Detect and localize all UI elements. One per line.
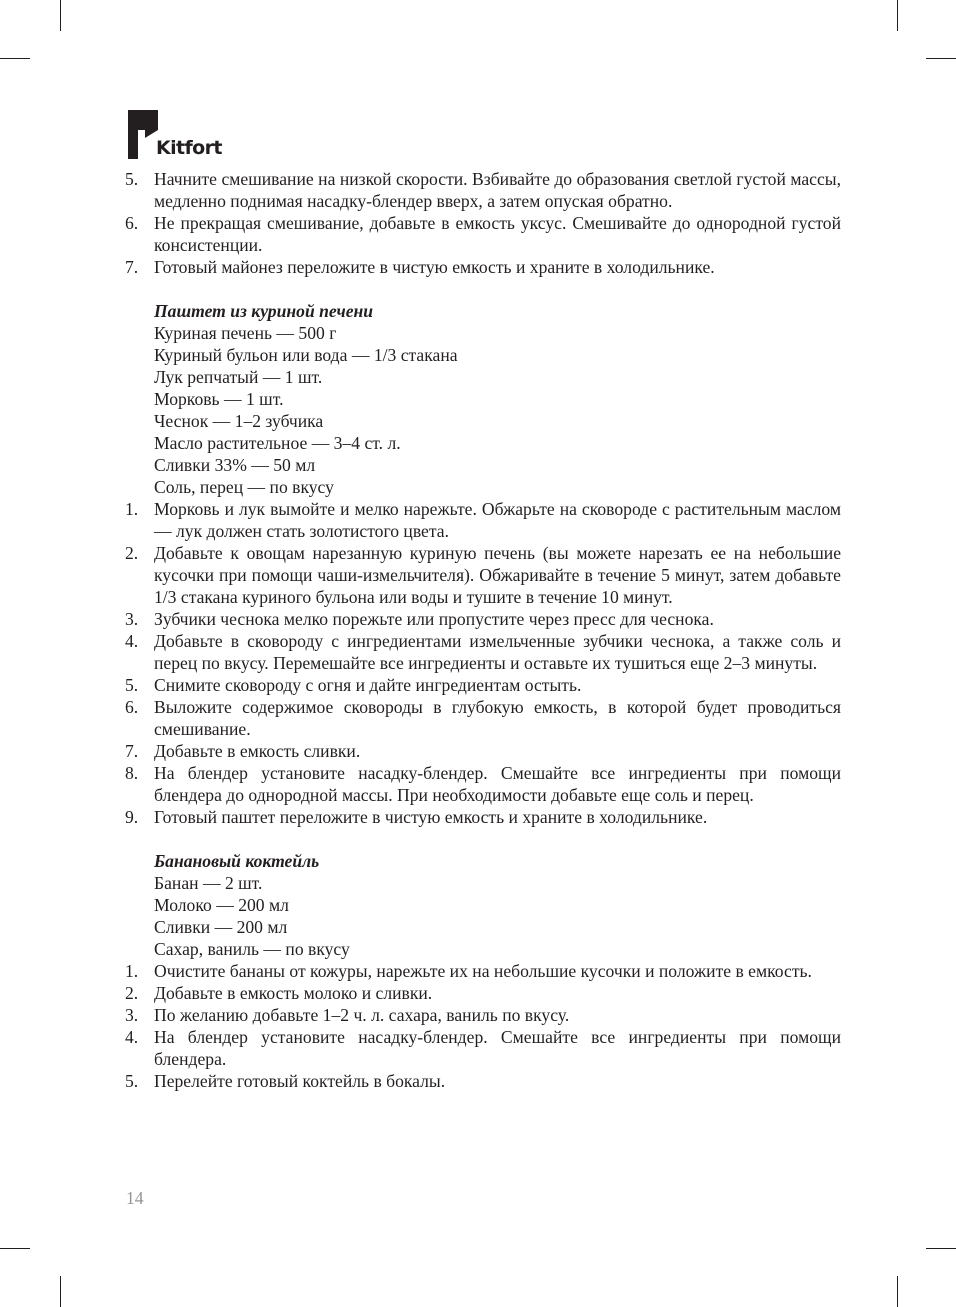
- ingredient: Банан — 2 шт.: [154, 873, 263, 893]
- step-list: [116, 498, 841, 828]
- page-number: 14: [126, 1188, 144, 1208]
- crop-mark: [897, 1276, 898, 1307]
- list-item: 6. Не прекращая смешивание, добавьте в емкость уксус. Смешивайте до однородной густой консистенции.: [125, 213, 841, 255]
- list-item: 5. Начните смешивание на низкой скорости. Взбивайте до образования светлой густой массы, медленно поднимая насадку-блендер вверх, а затем опуская обратно.: [125, 169, 841, 211]
- brand-name: Kitfort: [156, 137, 222, 159]
- list-item: 4. Добавьте в сковороду с ингредиентами измельченные зубчики чеснока, а также соль и перец по вкусу. Перемешайте все ингредиенты и оставьте их тушиться еще 2–3 минуты.: [125, 631, 841, 673]
- list-item: 5. Снимите сковороду с огня и дайте ингредиентам остыть.: [125, 675, 582, 695]
- ingredient: Масло растительное — 3–4 ст. л.: [154, 433, 401, 453]
- list-item: 6. Выложите содержимое сковороды в глубокую емкость, в которой будет проводиться смешивание.: [125, 697, 841, 739]
- ingredient: Куриный бульон или вода — 1/3 стакана: [154, 345, 458, 365]
- ingredient: Сливки 33% — 50 мл: [154, 455, 316, 475]
- list-item: 4. На блендер установите насадку-блендер. Смешайте все ингредиенты при помощи блендера.: [125, 1027, 841, 1069]
- list-item: 1. Морковь и лук вымойте и мелко нарежьте. Обжарьте на сковороде с растительным маслом — лук должен стать золотистого цвета.: [125, 499, 841, 541]
- crop-mark: [0, 58, 30, 59]
- section-mayonnaise-steps: [116, 168, 841, 278]
- ingredient: Чеснок — 1–2 зубчика: [154, 411, 324, 431]
- crop-mark: [60, 1276, 61, 1307]
- ingredient: Соль, перец — по вкусу: [154, 477, 334, 497]
- spacer: [116, 828, 841, 850]
- list-item: 3. Зубчики чеснока мелко порежьте или пропустите через пресс для чеснока.: [125, 609, 714, 629]
- list-item: 9. Готовый паштет переложите в чистую емкость и храните в холодильнике.: [125, 807, 708, 827]
- recipe-title: Банановый коктейль: [154, 851, 320, 871]
- ingredient: Куриная печень — 500 г: [154, 323, 337, 343]
- list-item: 2. Добавьте в емкость молоко и сливки.: [125, 983, 433, 1003]
- ingredient: Молоко — 200 мл: [154, 895, 289, 915]
- list-item: 7. Добавьте в емкость сливки.: [125, 741, 361, 761]
- crop-mark: [926, 1248, 956, 1249]
- crop-mark: [60, 0, 61, 31]
- ingredient: Сливки — 200 мл: [154, 917, 288, 937]
- list-item: 2. Добавьте к овощам нарезанную куриную печень (вы можете нарезать ее на небольшие кусочки при помощи чаши-измельчителя). Обжаривайте в течение 5 минут, затем добавьте 1/3 стакана куриного бульона или воды и тушите в течение 10 минут.: [125, 543, 841, 607]
- spacer: [116, 278, 841, 300]
- recipe-title: Паштет из куриной печени: [154, 301, 374, 321]
- list-item: 3. По желанию добавьте 1–2 ч. л. сахара, ваниль по вкусу.: [125, 1005, 570, 1025]
- ingredient-list: [116, 872, 841, 960]
- list-item: 1. Очистите бананы от кожуры, нарежьте их на небольшие кусочки и положите в емкость.: [125, 961, 812, 981]
- ingredient: Морковь — 1 шт.: [154, 389, 284, 409]
- ingredient: Лук репчатый — 1 шт.: [154, 367, 323, 387]
- list-item: 7. Готовый майонез переложите в чистую емкость и храните в холодильнике.: [125, 257, 715, 277]
- list-item: 8. На блендер установите насадку-блендер. Смешайте все ингредиенты при помощи блендера до однородной массы. При необходимости добавьте еще соль и перец.: [125, 763, 841, 805]
- ingredient-list: [116, 322, 841, 498]
- page-content: [116, 168, 841, 1092]
- list-item: 5. Перелейте готовый коктейль в бокалы.: [125, 1071, 446, 1091]
- crop-mark: [897, 0, 898, 31]
- brand-logo: [126, 108, 236, 160]
- ingredient: Сахар, ваниль — по вкусу: [154, 939, 350, 959]
- crop-mark: [926, 58, 956, 59]
- crop-mark: [0, 1248, 30, 1249]
- step-list: [116, 960, 841, 1092]
